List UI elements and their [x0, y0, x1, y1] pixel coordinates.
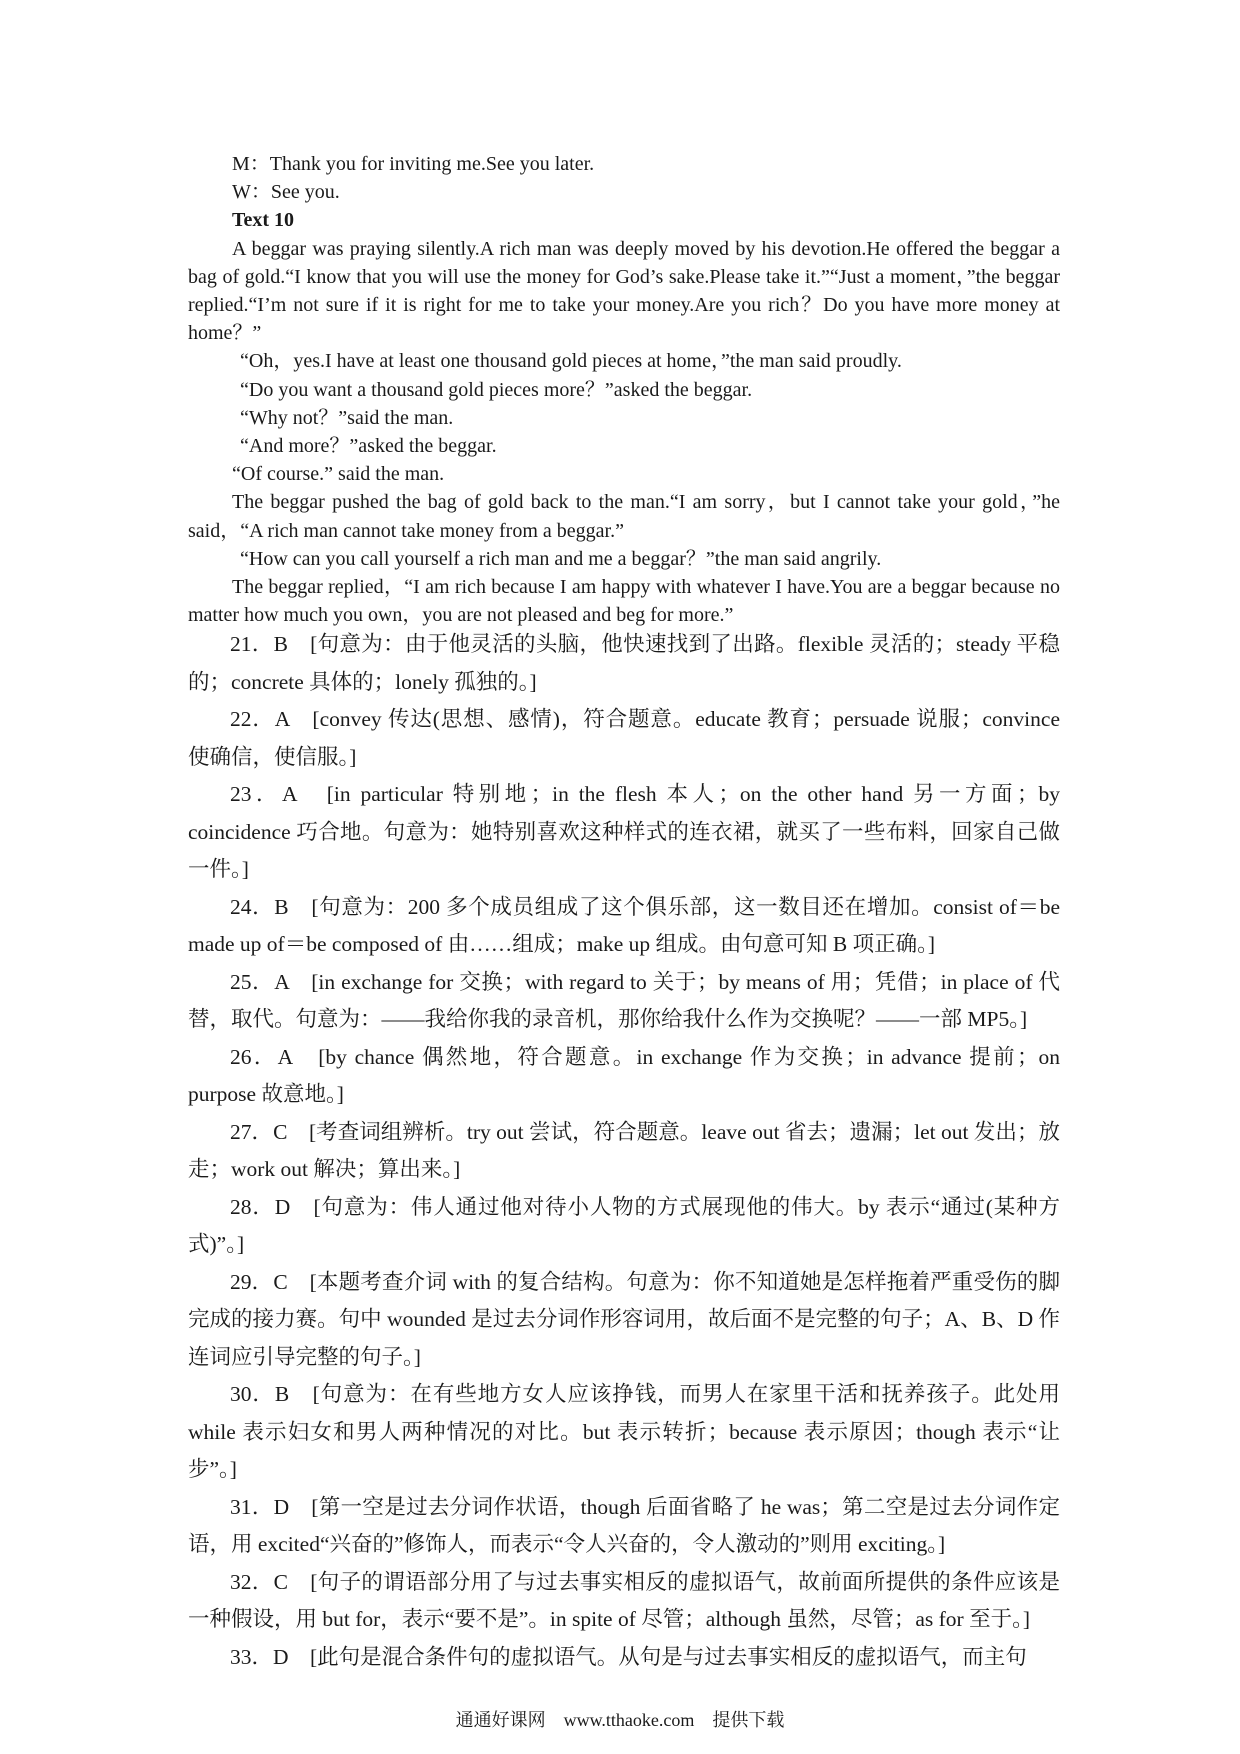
- transcript-paragraph: M：Thank you for inviting me.See you later.: [232, 153, 595, 175]
- answer-item: 33．D [此句是混合条件句的虚拟语气。从句是与过去事实相反的虚拟语气，而主句: [230, 1644, 1027, 1669]
- answer-item: 29．C [本题考查介词 with 的复合结构。句意为：你不知道她是怎样拖着严重受伤的脚完成的接力赛。句中 wounded 是过去分词作形容词用，故后面不是完整的句子；A、B、D 作连词应引导完整的句子。]: [188, 1269, 1060, 1369]
- answer-item: 27．C [考查词组辨析。try out 尝试，符合题意。leave out 省去；遗漏；let out 发出；放走；work out 解决；算出来。]: [188, 1119, 1060, 1181]
- transcript-paragraph: “Why not？”said the man.: [240, 406, 454, 429]
- answer-item: 23．A [in particular 特别地；in the flesh 本人；on the other hand 另一方面；by coincidence 巧合地。句意为：她特别喜欢这种样式的连衣裙，就买了一些布料，回家自己做一件。]: [188, 782, 1060, 881]
- transcript-paragraph: “And more？”asked the beggar.: [240, 435, 497, 458]
- transcript-paragraph: “Of course.” said the man.: [232, 463, 445, 486]
- answer-item: 30．B [句意为：在有些地方女人应该挣钱，而男人在家里干活和抚养孩子。此处用 while 表示妇女和男人两种情况的对比。but 表示转折；because 表示原因；though 表示“让步”。]: [188, 1382, 1060, 1481]
- transcript-paragraph: “How can you call yourself a rich man and me a beggar？”the man said angrily.: [240, 547, 882, 570]
- answer-key: [188, 626, 1060, 1676]
- page-footer: 通通好课网 www.tthaoke.com 提供下载: [455, 1710, 785, 1730]
- section-title: Text 10: [232, 209, 295, 232]
- transcript-paragraph: W：See you.: [232, 181, 340, 204]
- answer-item: 21．B [句意为：由于他灵活的头脑，他快速找到了出路。flexible 灵活的；steady 平稳的；concrete 具体的；lonely 孤独的。]: [188, 632, 1060, 694]
- transcript-paragraph: The beggar pushed the bag of gold back to the man.“I am sorry，but I cannot take your gold，”he said，“A rich man cannot take money from a beggar.”: [188, 491, 1060, 542]
- answer-item: 26．A [by chance 偶然地，符合题意。in exchange 作为交换；in advance 提前；on purpose 故意地。]: [188, 1044, 1060, 1106]
- answer-item: 22．A [convey 传达(思想、感情)，符合题意。educate 教育；persuade 说服；convince 使确信，使信服。]: [188, 707, 1060, 769]
- transcript-paragraph: “Oh，yes.I have at least one thousand gold pieces at home，”the man said proudly.: [240, 350, 902, 373]
- answer-item: 31．D [第一空是过去分词作状语，though 后面省略了 he was；第二空是过去分词作定语，用 excited“兴奋的”修饰人，而表示“令人兴奋的，令人激动的”则用 exciting。]: [188, 1494, 1060, 1556]
- transcript-paragraph: “Do you want a thousand gold pieces more？”asked the beggar.: [240, 378, 753, 401]
- listening-transcript: [188, 150, 1060, 629]
- answer-item: 32．C [句子的谓语部分用了与过去事实相反的虚拟语气，故前面所提供的条件应该是一种假设，用 but for，表示“要不是”。in spite of 尽管；although 虽然，尽管；as for 至于。]: [188, 1569, 1060, 1631]
- transcript-paragraph: The beggar replied，“I am rich because I am happy with whatever I have.You are a beggar because no matter how much you own，you are not pleased and beg for more.”: [188, 576, 1060, 627]
- answer-item: 25．A [in exchange for 交换；with regard to 关于；by means of 用；凭借；in place of 代替，取代。句意为：——我给你我的录音机，那你给我什么作为交换呢？——一部 MP5。]: [188, 969, 1060, 1031]
- answer-item: 28．D [句意为：伟人通过他对待小人物的方式展现他的伟大。by 表示“通过(某种方式)”。]: [188, 1194, 1060, 1256]
- answer-item: 24．B [句意为：200 多个成员组成了这个俱乐部，这一数目还在增加。consist of＝be made up of＝be composed of 由……组成；make up 组成。由句意可知 B 项正确。]: [188, 894, 1060, 956]
- transcript-paragraph: A beggar was praying silently.A rich man was deeply moved by his devotion.He offered the beggar a bag of gold.“I know that you will use the money for God’s sake.Please take it.”“Just a moment，”the beggar replied.“I’m not sure if it is right for me to take your money.Are you rich？Do you have more money at home？”: [188, 237, 1060, 345]
